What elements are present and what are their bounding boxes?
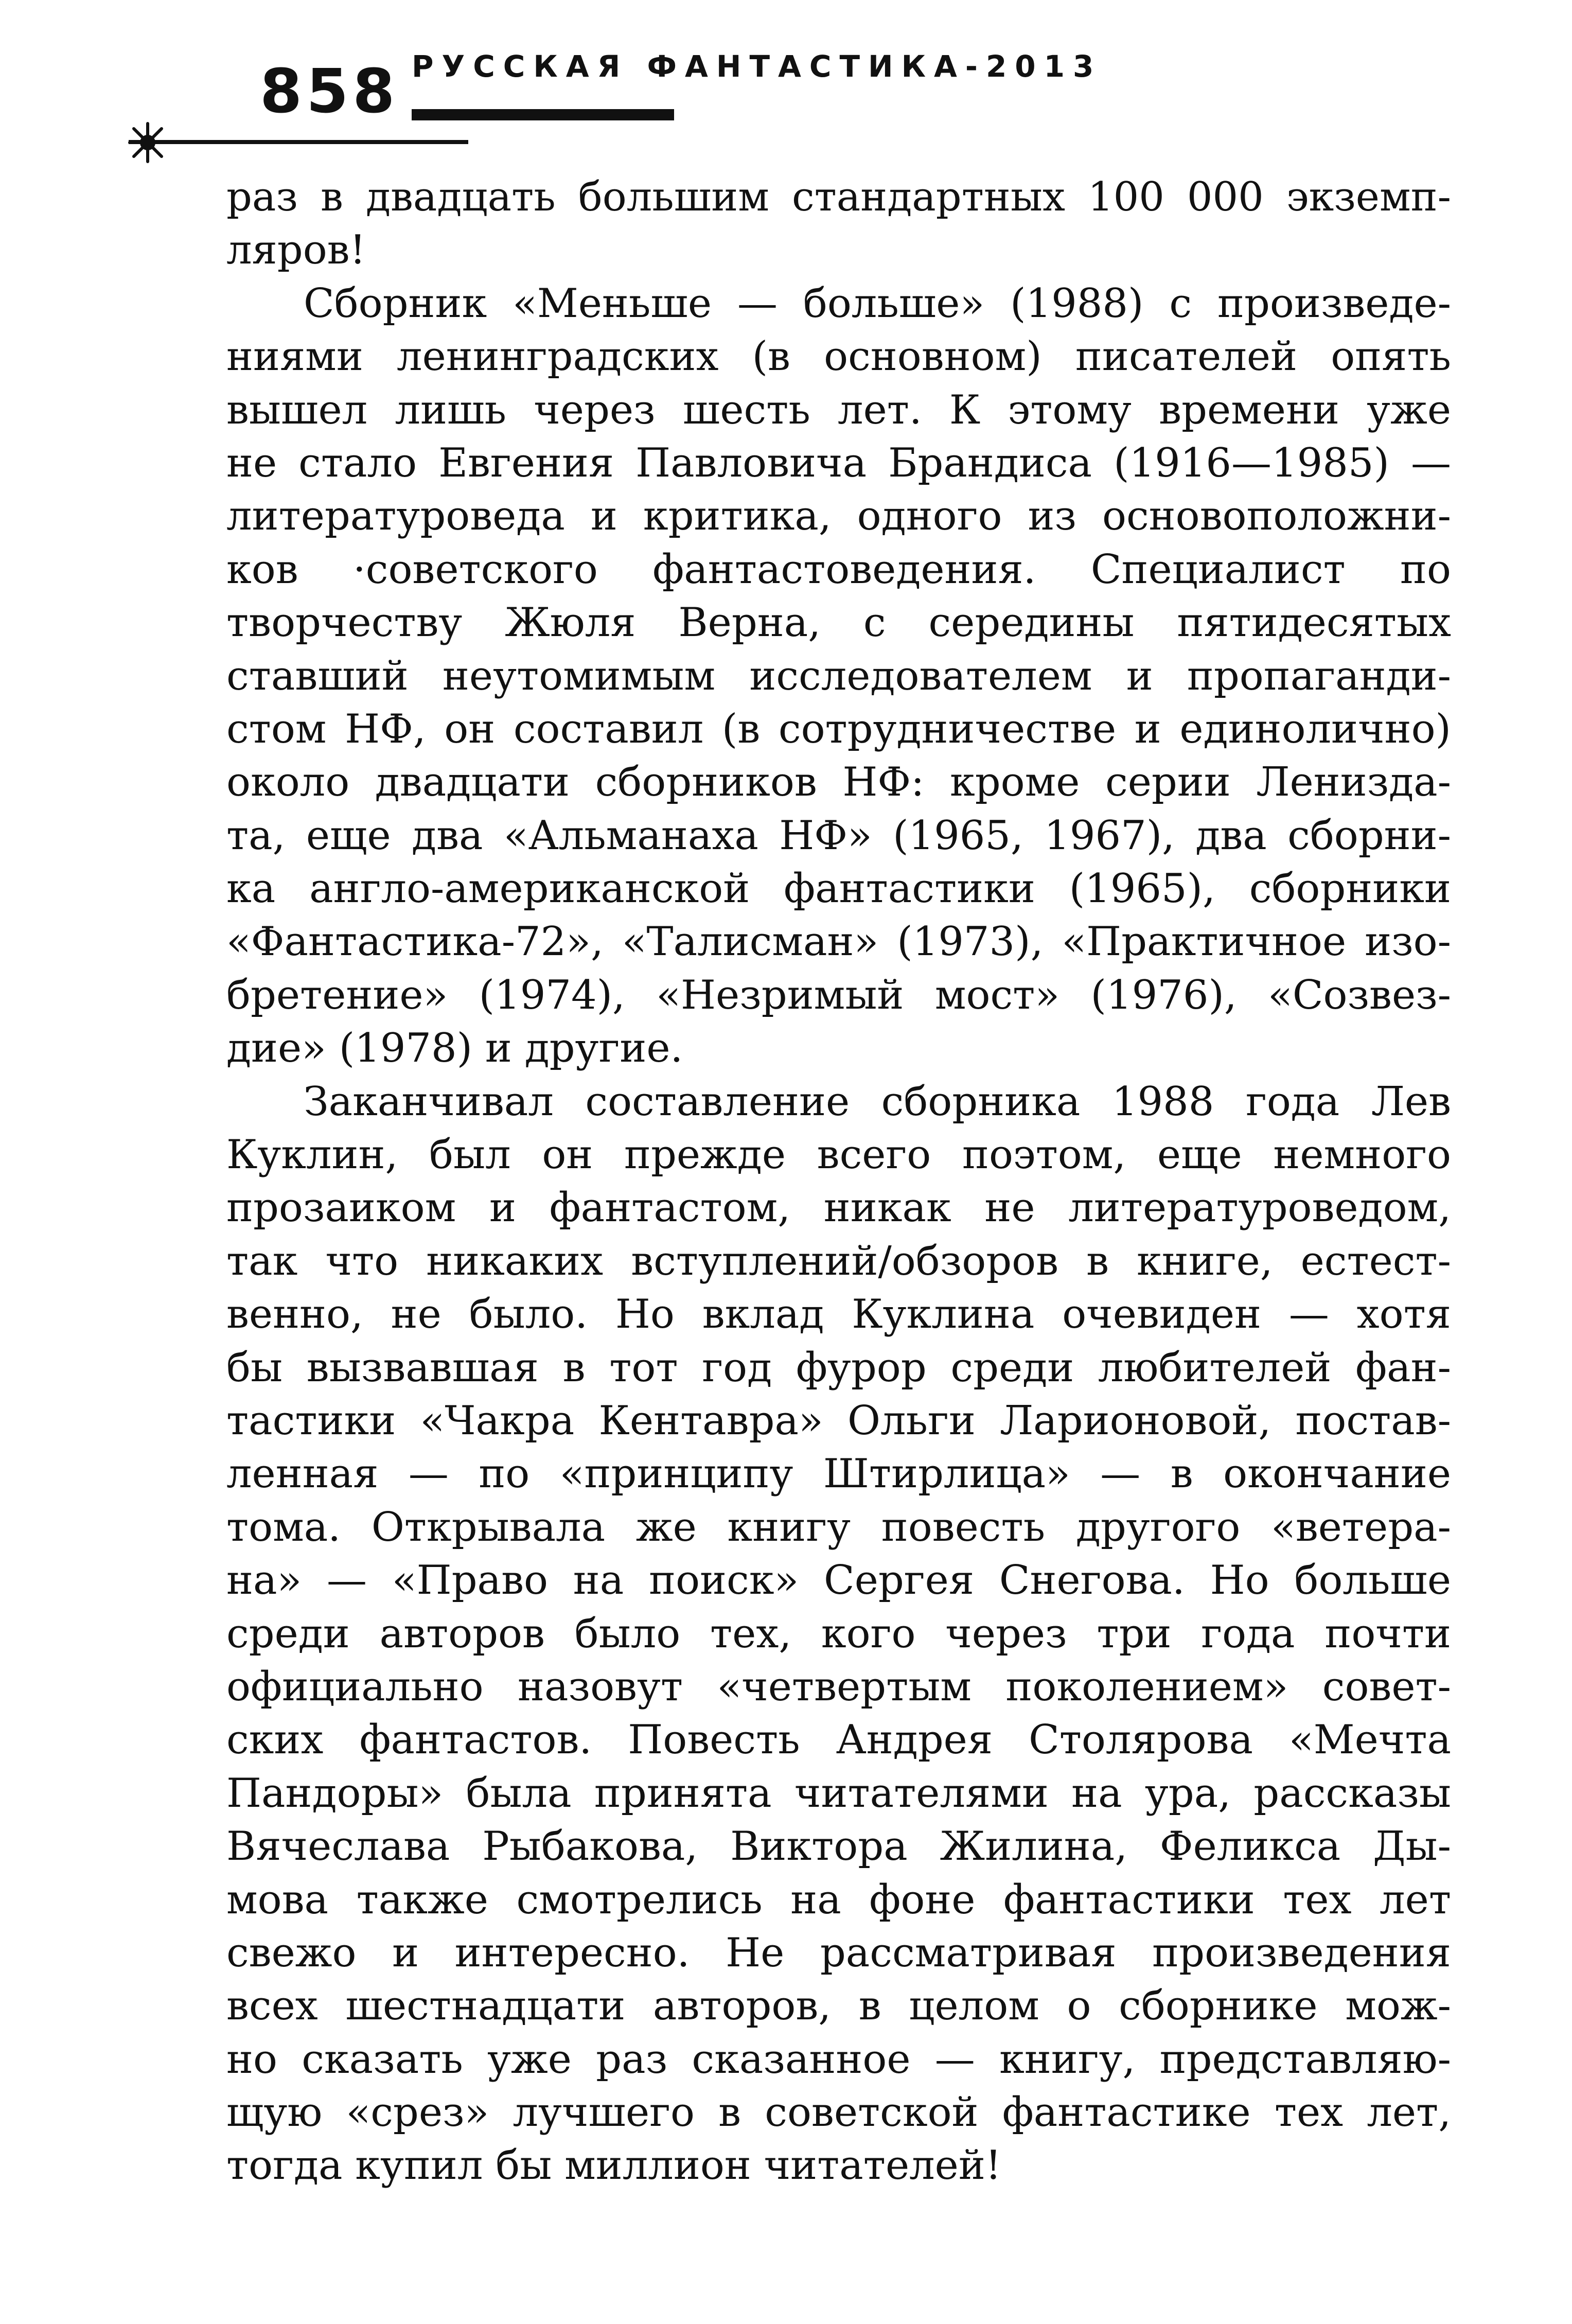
text-line: не стало Евгения Павловича Брандиса (1916—1985) — <box>226 439 1451 486</box>
text-line: литературоведа и критика, одного из основоположни- <box>226 493 1451 540</box>
text-line: тома. Открывала же книгу повесть другого «ветера- <box>226 1504 1451 1551</box>
text-line: свежо и интересно. Не рассматривая произведения <box>226 1929 1451 1976</box>
text-line: Сборник «Меньше — больше» (1988) с произведе- <box>304 280 1451 327</box>
text-line: щую «срез» лучшего в советской фантастике тех лет, <box>226 2089 1451 2136</box>
text-line: раз в двадцать большим стандартных 100 000 экземп- <box>226 174 1451 220</box>
text-line: стом НФ, он составил (в сотрудничестве и единолично) <box>226 706 1451 752</box>
text-line: официально назовут «четвертым поколением» совет- <box>226 1663 1451 1710</box>
text-line: всех шестнадцати авторов, в целом о сборнике мож- <box>226 1983 1451 2030</box>
text-line: но сказать уже раз сказанное — книгу, представляю- <box>226 2036 1451 2083</box>
text-line: «Фантастика-72», «Талисман» (1973), «Практичное изо- <box>226 919 1451 965</box>
text-line: тогда купил бы миллион читателей! <box>226 2142 1002 2189</box>
text-line: ляров! <box>226 227 366 274</box>
text-line: ниями ленинградских (в основном) писателей опять <box>226 333 1451 380</box>
text-line: дие» (1978) и другие. <box>226 1025 683 1072</box>
article-body <box>226 171 1451 2193</box>
text-line: ленная — по «принципу Штирлица» — в окончание <box>226 1451 1451 1498</box>
text-line: Заканчивал составление сборника 1988 года Лев <box>304 1078 1451 1125</box>
text-line: Вячеслава Рыбакова, Виктора Жилина, Феликса Ды- <box>226 1823 1451 1870</box>
page-header <box>0 0 1572 154</box>
text-line: так что никаких вступлений/обзоров в книге, естест- <box>226 1238 1451 1284</box>
text-line: ставший неутомимым исследователем и пропаганди- <box>226 653 1451 699</box>
paragraph <box>226 277 1451 1076</box>
text-line: на» — «Право на поиск» Сергея Снегова. Но больше <box>226 1557 1451 1604</box>
text-line: мова также смотрелись на фоне фантастики тех лет <box>226 1876 1451 1923</box>
text-line: Куклин, был он прежде всего поэтом, еще немного <box>226 1132 1451 1178</box>
page-number: 858 <box>260 56 399 127</box>
paragraph <box>226 1076 1451 2193</box>
text-line: ков ·советского фантастоведения. Специалист по <box>226 546 1451 593</box>
text-line: ских фантастов. Повесть Андрея Столярова «Мечта <box>226 1717 1451 1764</box>
text-line: прозаиком и фантастом, никак не литературоведом, <box>226 1185 1451 1231</box>
star-icon <box>125 119 171 166</box>
text-line: та, еще два «Альманаха НФ» (1965, 1967), два сборни- <box>226 812 1451 859</box>
paragraph <box>226 171 1451 277</box>
text-line: Пандоры» была принята читателями на ура, рассказы <box>226 1770 1451 1817</box>
text-line: ка англо-американской фантастики (1965), сборники <box>226 866 1451 912</box>
title-rule <box>412 109 674 120</box>
running-title: РУССКАЯ ФАНТАСТИКА-2013 <box>412 49 1102 84</box>
text-line: бретение» (1974), «Незримый мост» (1976), «Созвез- <box>226 972 1451 1018</box>
text-line: тастики «Чакра Кентавра» Ольги Ларионовой, постав- <box>226 1397 1451 1444</box>
text-line: бы вызвавшая в тот год фурор среди любителей фан- <box>226 1344 1451 1391</box>
text-line: среди авторов было тех, кого через три года почти <box>226 1610 1451 1657</box>
header-rule-line <box>129 140 468 144</box>
text-line: около двадцати сборников НФ: кроме серии Лениздa- <box>226 759 1451 806</box>
text-line: вышел лишь через шесть лет. К этому времени уже <box>226 386 1451 433</box>
text-line: творчеству Жюля Верна, с середины пятидесятых <box>226 600 1451 646</box>
text-line: венно, не было. Но вклад Куклина очевиден — хотя <box>226 1291 1451 1338</box>
